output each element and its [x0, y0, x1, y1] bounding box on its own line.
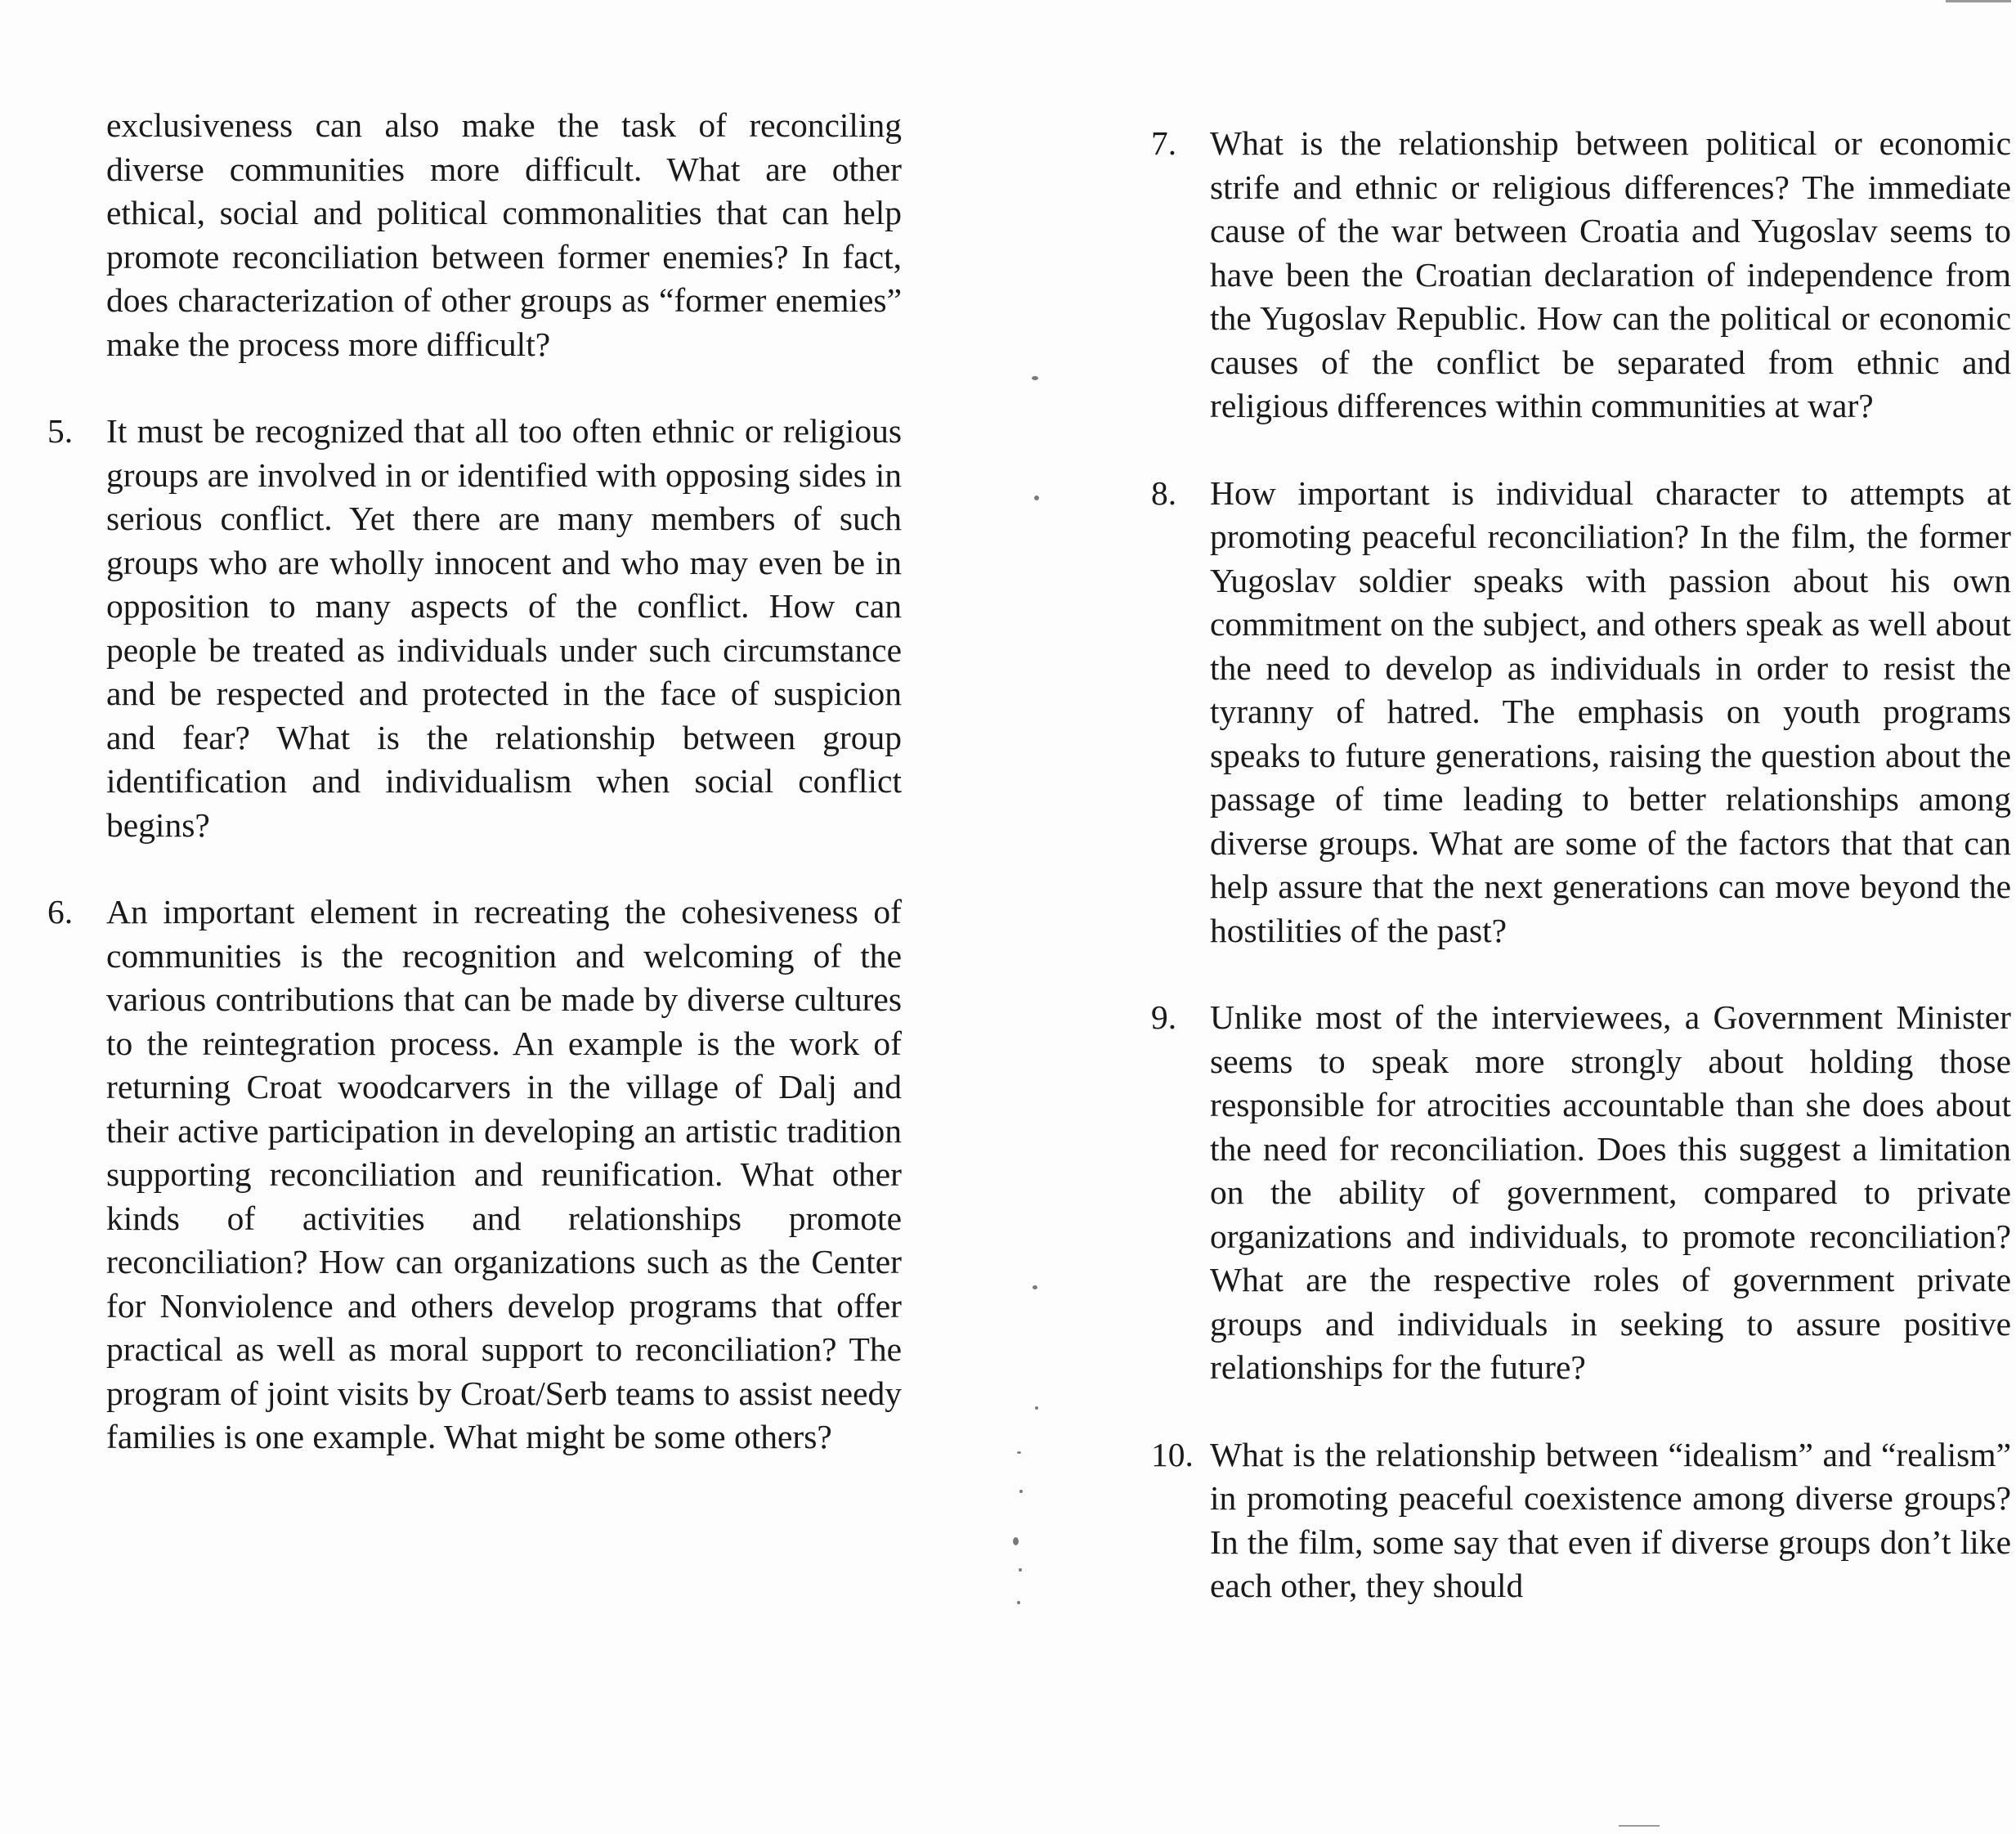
- scan-speck: [1017, 1451, 1021, 1454]
- scan-edge-mark: [1946, 0, 2011, 2]
- scan-speck: [1019, 1568, 1022, 1572]
- question-10: [1151, 1433, 2011, 1608]
- scan-speck: [1019, 1490, 1023, 1493]
- question-number: 5.: [47, 412, 74, 450]
- continued-paragraph-text: exclusiveness can also make the task of reconciling diverse communities more difficult. What are other ethical, social and political commonalities that can help promote reconciliation between former enemies? In fact, does characterization of other groups as “former enemies” make the process more difficult?: [106, 106, 902, 363]
- question-text: What is the relationship between “idealism” and “realism” in promoting peaceful coexistence among diverse groups? In the film, some say that even if diverse groups don’t like each other, they should: [1210, 1435, 2011, 1604]
- question-number: 6.: [47, 893, 74, 930]
- question-number: 8.: [1151, 473, 1177, 512]
- scan-speck: [1034, 495, 1039, 500]
- scan-edge-mark: [1619, 1825, 1660, 1827]
- question-text: How important is individual character to attempts at promoting peaceful reconciliation? In the film, the former Yugoslav soldier speaks with passion about his own commitment on the subject, and others speak as well about the need to develop as individuals in order to resist the tyranny of hatred. The emphasis on youth programs speaks to future generations, raising the question about the passage of time leading to better relationships among diverse groups. What are some of the factors that that can help assure that the next generations can move beyond the hostilities of the past?: [1210, 473, 2011, 949]
- scan-speck: [1033, 1285, 1037, 1289]
- question-7: [1151, 122, 2011, 428]
- question-number: 9.: [1151, 998, 1177, 1036]
- scan-speck: [1035, 1406, 1038, 1410]
- scan-speck: [1017, 1601, 1020, 1604]
- right-column: [1151, 122, 2011, 1652]
- question-text: Unlike most of the interviewees, a Government Minister seems to speak more strongly about holding those responsible for atrocities accountable than she does about the need for reconciliation. Does this suggest a limitation on the ability of government, compared to private organizations and individuals, to promote reconciliation? What are the respective roles of government private groups and individuals in seeking to assure positive relationships for the future?: [1210, 998, 2011, 1386]
- scan-speck: [1013, 1537, 1019, 1545]
- question-9: [1151, 996, 2011, 1390]
- question-number: 10.: [1151, 1435, 1194, 1473]
- question-text: An important element in recreating the cohesiveness of communities is the recognition and welcoming of the various contributions that can be made by diverse cultures to the reintegration process. An example is the work of returning Croat woodcarvers in the village of Dalj and their active participation in developing an artistic tradition supporting reconciliation and reunification. What other kinds of activities and relationships promote reconciliation? How can organizations such as the Center for Nonviolence and others develop programs that offer practical as well as moral support to reconciliation? The program of joint visits by Croat/Serb teams to assist needy families is one example. What might be some others?: [106, 893, 902, 1455]
- question-number: 7.: [1151, 124, 1177, 162]
- question-6: [47, 890, 902, 1460]
- left-column: [47, 104, 902, 1503]
- continued-paragraph: [47, 104, 902, 366]
- scan-speck: [1032, 376, 1038, 380]
- question-text: What is the relationship between political or economic strife and ethnic or religious differences? The immediate cause of the war between Croatia and Yugoslav seems to have been the Croatian declaration of independence from the Yugoslav Republic. How can the political or economic causes of the conflict be separated from ethnic and religious differences within communities at war?: [1210, 124, 2011, 424]
- question-5: [47, 410, 902, 847]
- question-8: [1151, 472, 2011, 953]
- question-text: It must be recognized that all too often ethnic or religious groups are involved in or identified with opposing sides in serious conflict. Yet there are many members of such groups who are wholly innocent and who may even be in opposition to many aspects of the conflict. How can people be treated as individuals under such circumstance and be respected and protected in the face of suspicion and fear? What is the relationship between group identification and individualism when social conflict begins?: [106, 412, 902, 844]
